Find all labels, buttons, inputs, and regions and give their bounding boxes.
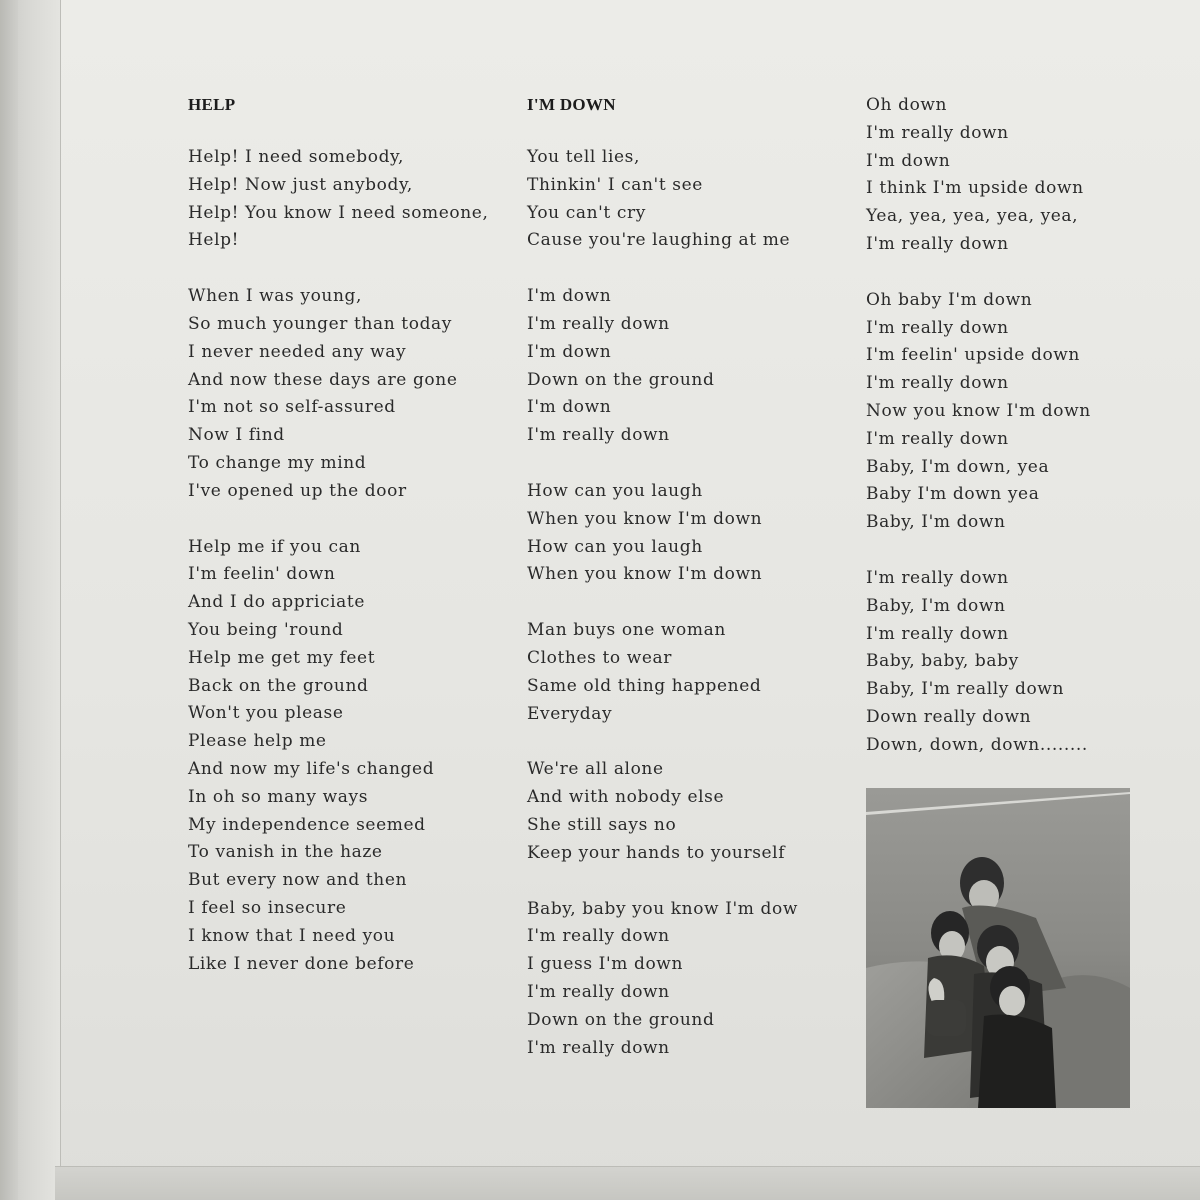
lyric-line: When you know I'm down bbox=[527, 508, 763, 529]
lyric-line: Back on the ground bbox=[188, 675, 369, 696]
lyric-line: I'm really down bbox=[866, 373, 1009, 394]
lyric-line: How can you laugh bbox=[527, 536, 703, 557]
lyric-line: I'm really down bbox=[527, 926, 670, 947]
lyric-line: To vanish in the haze bbox=[188, 842, 383, 863]
stanza-gap bbox=[188, 255, 498, 283]
lyric-line: Please help me bbox=[188, 731, 327, 752]
lyric-line: I think I'm upside down bbox=[866, 178, 1084, 199]
lyric-line: Oh down bbox=[866, 95, 948, 115]
stanza-gap bbox=[866, 537, 1136, 565]
lyric-line: You tell lies, bbox=[527, 147, 640, 167]
lyrics-stanza bbox=[866, 92, 1136, 259]
lyric-line: Yea, yea, yea, yea, yea, bbox=[866, 206, 1079, 227]
lyric-line: Help me get my feet bbox=[188, 647, 376, 668]
page-fold bbox=[0, 0, 61, 1200]
stanza-gap bbox=[527, 255, 847, 283]
lyrics-stanza bbox=[527, 478, 847, 589]
lyric-line: Keep your hands to yourself bbox=[527, 842, 786, 863]
lyric-line: We're all alone bbox=[527, 759, 664, 780]
lyric-line: You being 'round bbox=[188, 619, 344, 640]
lyric-line: Clothes to wear bbox=[527, 647, 672, 668]
stanza-gap bbox=[527, 589, 847, 617]
lyric-line: I'm really down bbox=[866, 122, 1009, 143]
lyric-line: You can't cry bbox=[527, 202, 646, 223]
lyric-line: I'm really down bbox=[866, 317, 1009, 338]
lyric-line: I never needed any way bbox=[188, 341, 407, 362]
lyric-line: I'm really down bbox=[866, 233, 1009, 254]
lyric-line: I'm really down bbox=[527, 425, 670, 446]
lyric-line: Same old thing happened bbox=[527, 675, 762, 696]
lyric-line: When I was young, bbox=[188, 286, 362, 307]
lyric-line: But every now and then bbox=[188, 870, 408, 891]
stanza-gap bbox=[188, 506, 498, 534]
lyric-line: Baby, I'm really down bbox=[866, 679, 1064, 700]
band-photo bbox=[866, 788, 1130, 1108]
song-title-i-m-down: I'M DOWN bbox=[527, 95, 616, 114]
lyric-line: Everyday bbox=[527, 703, 613, 724]
lyric-line: Down, down, down........ bbox=[866, 734, 1088, 755]
lyric-line: When you know I'm down bbox=[527, 564, 763, 585]
lyric-line: I'm really down bbox=[866, 567, 1009, 588]
lyric-line: I'm really down bbox=[527, 1037, 670, 1058]
lyric-line: Cause you're laughing at me bbox=[527, 230, 791, 251]
lyric-line: So much younger than today bbox=[188, 313, 452, 334]
lyric-line: Thinkin' I can't see bbox=[527, 174, 703, 195]
lyric-line: Now I find bbox=[188, 425, 285, 446]
lyric-line: Baby, baby you know I'm dow bbox=[527, 898, 798, 919]
song-title-help: HELP bbox=[188, 95, 236, 114]
band-photo-icon bbox=[866, 788, 1130, 1108]
stanza-gap bbox=[527, 728, 847, 756]
lyric-line: Down on the ground bbox=[527, 369, 715, 390]
page-bottom-edge bbox=[55, 1166, 1200, 1200]
lyric-line: And now these days are gone bbox=[188, 369, 458, 390]
lyrics-stanza bbox=[527, 283, 847, 450]
lyric-line: I'm not so self-assured bbox=[188, 397, 396, 418]
lyric-line: Help! You know I need someone, bbox=[188, 202, 489, 223]
lyric-line: Help! Now just anybody, bbox=[188, 174, 413, 195]
lyric-line: To change my mind bbox=[188, 452, 367, 473]
lyric-line: In oh so many ways bbox=[188, 786, 369, 807]
lyric-line: Baby, baby, baby bbox=[866, 651, 1019, 672]
lyrics-stanza bbox=[188, 144, 498, 255]
lyric-line: I've opened up the door bbox=[188, 480, 407, 501]
lyric-line: I feel so insecure bbox=[188, 897, 347, 918]
stanza-gap bbox=[866, 259, 1136, 287]
lyrics-stanza bbox=[188, 534, 498, 979]
stanza-gap bbox=[527, 868, 847, 896]
im-down-lyrics-column bbox=[527, 88, 847, 1062]
help-lyrics-column bbox=[188, 88, 498, 978]
stanza-gap bbox=[527, 450, 847, 478]
lyric-line: How can you laugh bbox=[527, 480, 703, 501]
lyric-line: Down on the ground bbox=[527, 1009, 715, 1030]
lyric-line: I know that I need you bbox=[188, 925, 396, 946]
lyric-line: Like I never done before bbox=[188, 953, 415, 974]
lyric-line: Now you know I'm down bbox=[866, 400, 1091, 421]
lyric-line: And now my life's changed bbox=[188, 758, 435, 779]
lyric-line: I'm really down bbox=[866, 623, 1009, 644]
im-down-continued-column bbox=[866, 92, 1136, 760]
lyric-line: I'm down bbox=[527, 397, 612, 418]
lyric-line: And I do appriciate bbox=[188, 592, 366, 613]
lyric-line: Oh baby I'm down bbox=[866, 289, 1033, 310]
lyric-line: I guess I'm down bbox=[527, 954, 683, 975]
lyrics-stanza bbox=[188, 283, 498, 505]
lyric-line: Baby, I'm down, yea bbox=[866, 456, 1050, 477]
lyrics-stanza bbox=[866, 287, 1136, 537]
lyric-line: Baby I'm down yea bbox=[866, 484, 1040, 505]
lyric-line: I'm really down bbox=[527, 981, 670, 1002]
lyric-line: Man buys one woman bbox=[527, 620, 726, 641]
lyric-line: Down really down bbox=[866, 706, 1032, 727]
lyrics-stanza bbox=[866, 565, 1136, 760]
lyric-line: I'm really down bbox=[527, 313, 670, 334]
lyric-line: My independence seemed bbox=[188, 814, 426, 835]
lyric-line: I'm down bbox=[866, 150, 951, 171]
lyric-line: I'm down bbox=[527, 341, 612, 362]
lyric-line: Won't you please bbox=[188, 703, 344, 724]
lyric-line: Baby, I'm down bbox=[866, 512, 1006, 533]
lyrics-stanza bbox=[527, 756, 847, 867]
lyric-line: I'm really down bbox=[866, 428, 1009, 449]
lyric-line: I'm down bbox=[527, 286, 612, 307]
title-spacer bbox=[188, 124, 498, 144]
title-spacer bbox=[527, 124, 847, 144]
lyric-line: Help! I need somebody, bbox=[188, 147, 405, 167]
lyric-line: I'm feelin' upside down bbox=[866, 345, 1080, 366]
lyric-line: She still says no bbox=[527, 814, 677, 835]
lyrics-stanza bbox=[527, 144, 847, 255]
lyric-line: Baby, I'm down bbox=[866, 595, 1006, 616]
lyric-line: And with nobody else bbox=[527, 787, 725, 808]
lyric-line: Help! bbox=[188, 230, 240, 251]
lyrics-stanza bbox=[527, 896, 847, 1063]
lyric-line: I'm feelin' down bbox=[188, 564, 336, 585]
lyric-line: Help me if you can bbox=[188, 536, 361, 557]
lyrics-stanza bbox=[527, 617, 847, 728]
